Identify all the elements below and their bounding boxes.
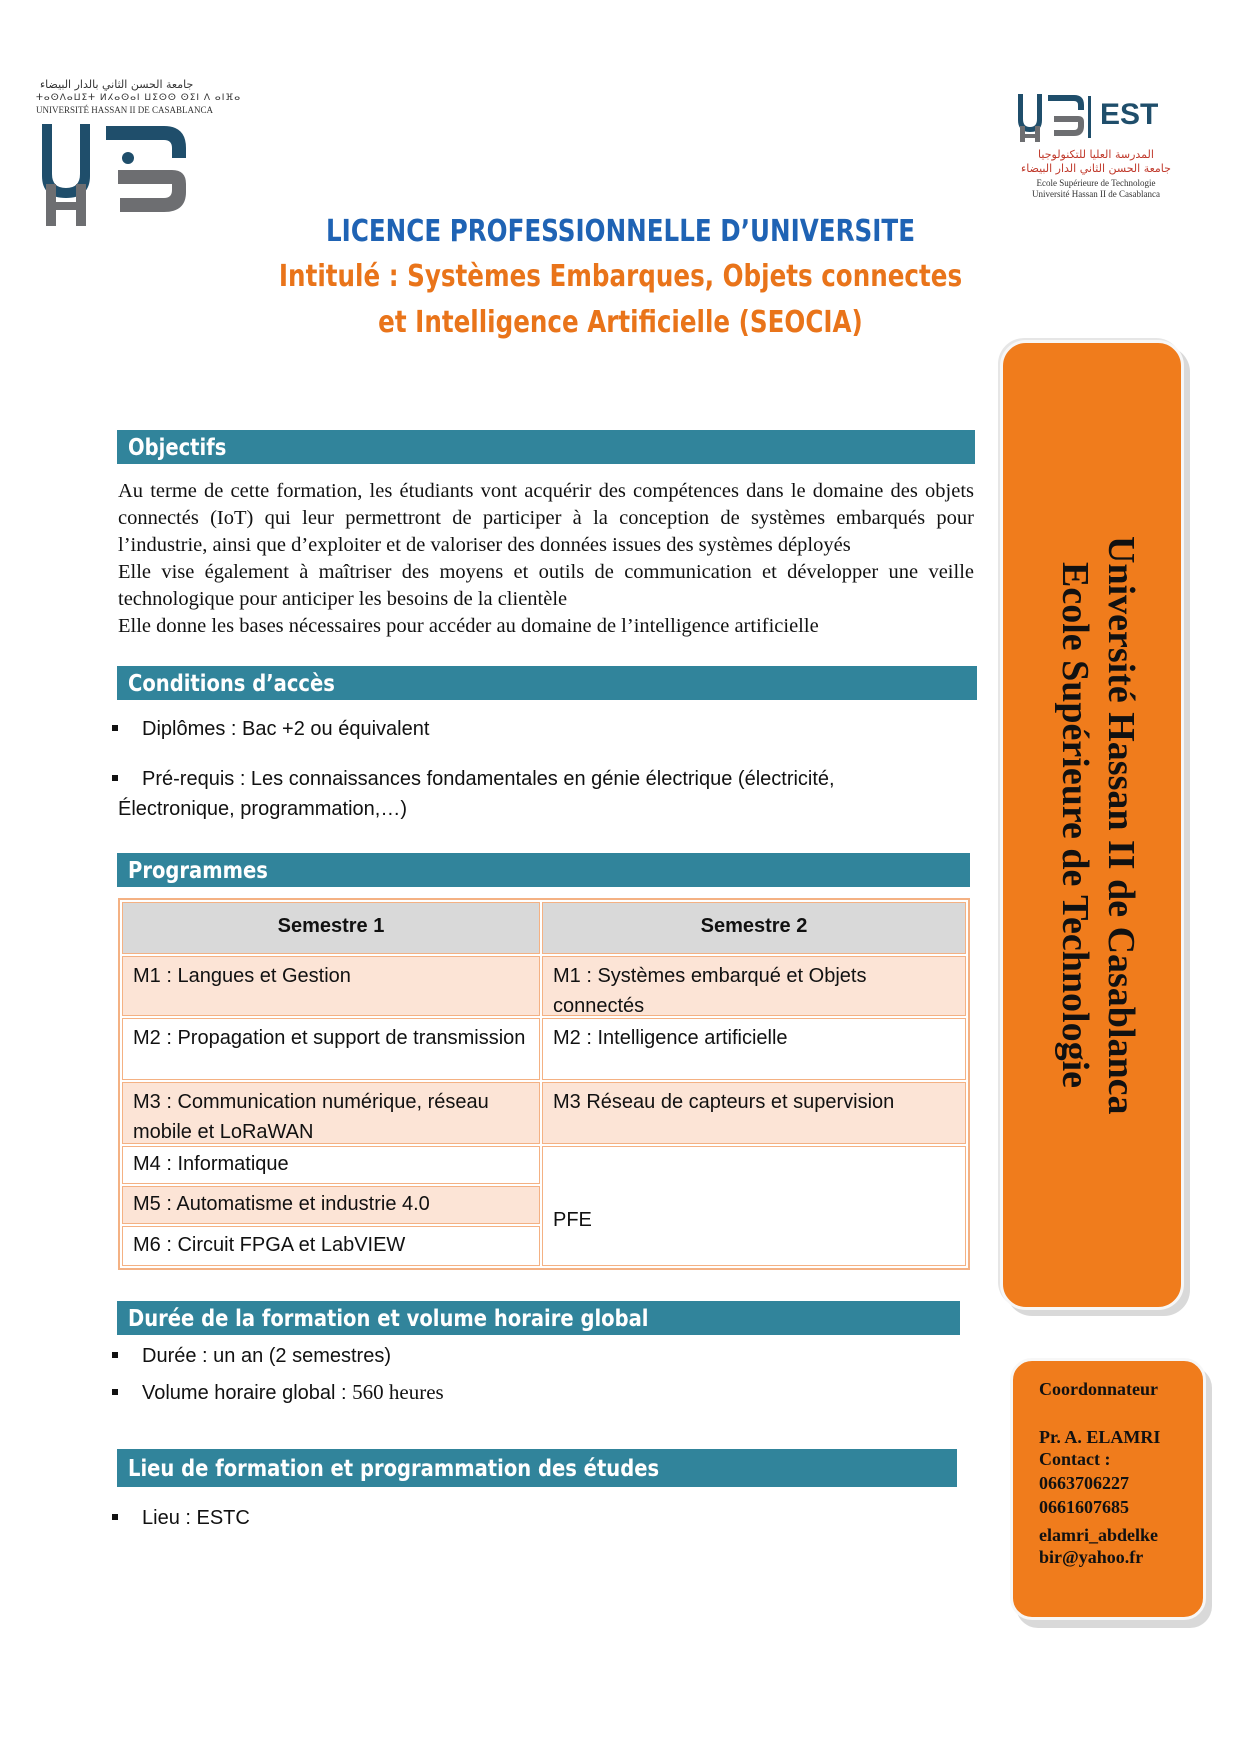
objectifs-paragraph-2: Elle vise également à maîtriser des moyens et outils de communication et développer une veille technologique pour anticiper les besoins de la clientèle: [118, 561, 974, 610]
bullet-icon: [112, 1514, 118, 1520]
section-header-lieu: Lieu de formation et programmation des études: [117, 1449, 957, 1487]
coordinator-phone-1: 0663706227: [1039, 1473, 1129, 1493]
table-cell-s2-pfe: PFE: [542, 1146, 966, 1266]
section-header-conditions: Conditions d’accès: [117, 666, 977, 700]
coordinator-email-line-1: elamri_abdelke: [1039, 1525, 1158, 1545]
coordinator-phone-2: 0661607685: [1039, 1497, 1129, 1517]
uh2c-arabic-name: جامعة الحسن الثاني بالدار البيضاء: [40, 78, 194, 91]
est-arabic-name: المدرسة العليا للتكنولوجيا: [1038, 148, 1154, 161]
bullet-icon: [112, 1352, 118, 1358]
objectifs-paragraph-3: Elle donne les bases nécessaires pour accéder au domaine de l’intelligence artificielle: [118, 615, 819, 637]
table-cell-s1-m4: M4 : Informatique: [122, 1146, 540, 1184]
coordinator-title: Coordonnateur: [1039, 1379, 1159, 1399]
est-logo: [1008, 92, 1184, 202]
side-panel-text: [1011, 340, 1171, 1310]
section-header-programmes: Programmes: [117, 853, 970, 887]
page-subtitle-line-2: et Intelligence Artificielle (SEOCIA): [378, 305, 863, 340]
table-cell-s1-m3: M3 : Communication numérique, réseau mobile et LoRaWAN: [122, 1082, 540, 1144]
coordinator-name: Pr. A. ELAMRI: [1039, 1427, 1161, 1447]
section-header-objectifs: Objectifs: [117, 430, 975, 464]
coordinator-box: [1010, 1358, 1206, 1620]
est-emblem-icon: [1016, 92, 1086, 142]
table-cell-s2-m2: M2 : Intelligence artificielle: [542, 1018, 966, 1080]
duree-item-duration: Durée : un an (2 semestres): [112, 1345, 391, 1368]
coordinator-contact-label: Contact :: [1039, 1449, 1111, 1469]
table-header-semestre-2: Semestre 2: [542, 902, 966, 954]
objectifs-text: [118, 478, 974, 640]
coordinator-email-line-2: bir@yahoo.fr: [1039, 1547, 1144, 1567]
conditions-item-prerequis: Pré-requis : Les connaissances fondamentales en génie électrique (électricité,: [112, 768, 835, 791]
est-french-university: Université Hassan II de Casablanca: [1032, 189, 1160, 199]
table-header-semestre-1: Semestre 1: [122, 902, 540, 954]
bullet-icon: [112, 775, 118, 781]
est-arabic-university: جامعة الحسن الثاني الدار البيضاء: [1021, 162, 1171, 175]
objectifs-paragraph-1: Au terme de cette formation, les étudiants vont acquérir des compétences dans le domaine des objets connectés (IoT) qui leur permettront de participer à la conception de systèmes embarqués pour l’industrie, ainsi que d’exploiter et de valoriser des données issues des systèmes déployés: [118, 480, 974, 556]
uh2c-emblem-icon: [36, 118, 196, 226]
conditions-item-diplomes: Diplômes : Bac +2 ou équivalent: [112, 718, 429, 741]
conditions-item-prerequis-cont: Électronique, programmation,…): [118, 798, 408, 820]
uh2c-french-name: UNIVERSITÉ HASSAN II DE CASABLANCA: [36, 105, 214, 115]
table-cell-s1-m6: M6 : Circuit FPGA et LabVIEW: [122, 1226, 540, 1266]
uh2c-tifinagh-name: ⵜⴰⵙⴷⴰⵡⵉⵜ ⵍⵃⴰⵙⴰⵏ ⵡⵉⵙⵙ ⵙⵉⵏ ⴷ ⴰⵏⴼⴰ: [36, 93, 242, 103]
table-cell-s1-m5: M5 : Automatisme et industrie 4.0: [122, 1186, 540, 1224]
side-panel-university: Université Hassan II de Casablanca: [1100, 535, 1142, 1115]
table-cell-s2-m1: M1 : Systèmes embarqué et Objets connectés: [542, 956, 966, 1016]
table-cell-s1-m1: M1 : Langues et Gestion: [122, 956, 540, 1016]
est-acronym: EST: [1100, 98, 1159, 131]
section-header-duree: Durée de la formation et volume horaire global: [117, 1301, 960, 1335]
est-french-name: Ecole Supérieure de Technologie: [1036, 178, 1156, 188]
table-cell-s1-m2: M2 : Propagation et support de transmission: [122, 1018, 540, 1080]
table-cell-s2-m3: M3 Réseau de capteurs et supervision: [542, 1082, 966, 1144]
duree-item-volume: Volume horaire global : 560 heures: [112, 1380, 444, 1405]
bullet-icon: [112, 725, 118, 731]
est-logo-divider: [1088, 96, 1091, 138]
lieu-item: Lieu : ESTC: [112, 1507, 250, 1530]
side-panel-school: Ecole Supérieure de Technologie: [1054, 561, 1096, 1089]
page-title: LICENCE PROFESSIONNELLE D’UNIVERSITE: [325, 214, 916, 249]
page-subtitle-line-1: Intitulé : Systèmes Embarques, Objets connectes: [278, 259, 963, 294]
programme-table: [118, 898, 970, 1270]
uh2c-logo: [36, 78, 242, 226]
bullet-icon: [112, 1389, 118, 1395]
